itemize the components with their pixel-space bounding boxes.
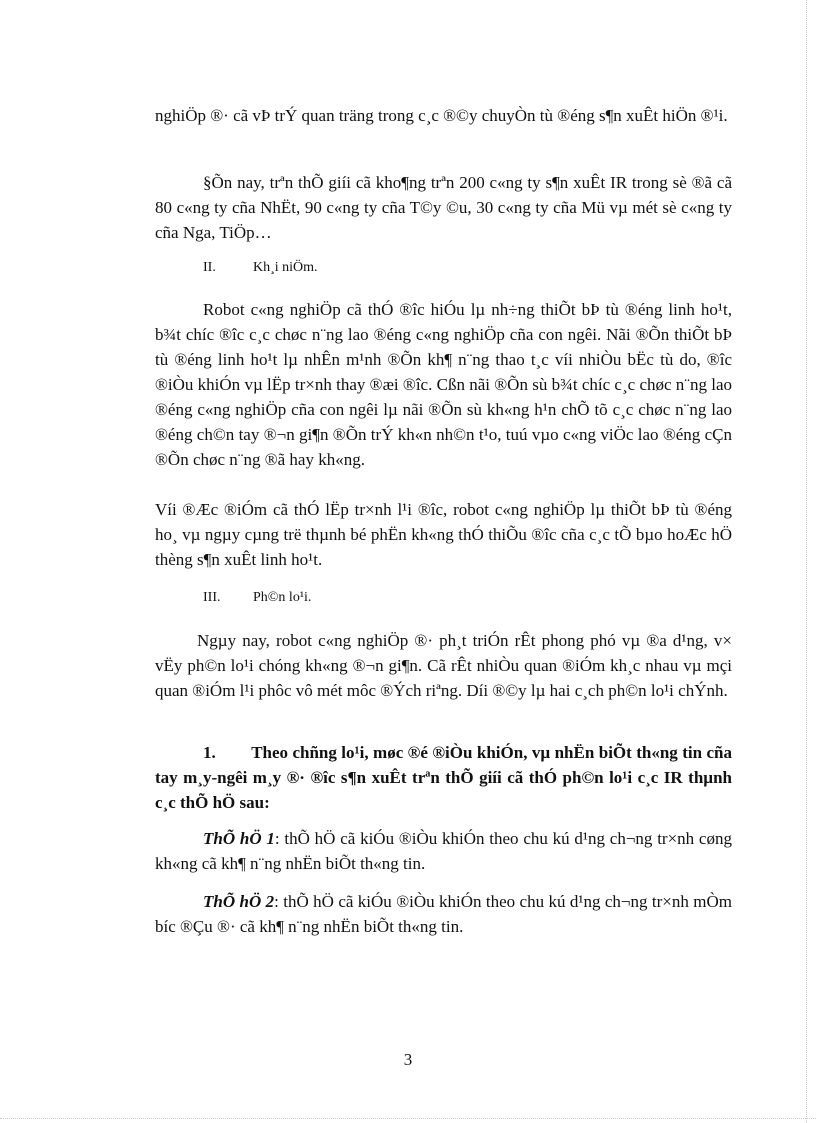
generation-1-paragraph (155, 826, 732, 876)
page-edge-bottom (0, 1118, 816, 1119)
paragraph-intro-continuation: nghiÖp ®· cã vÞ trÝ quan träng trong c¸c ®©y chuyÒn tù ®éng s¶n xuÊt hiÖn ®¹i. (155, 106, 728, 125)
generation-2-text: : thÕ hÖ cã kiÓu ®iÒu khiÓn theo chu kú d¹ng ch¬ng tr×nh mÒm bíc ®Çu ®· cã kh¶ n¨ng nhËn biÕt th«ng tin. (155, 892, 732, 936)
section-heading-classification (203, 588, 311, 608)
page-number: 3 (403, 1050, 413, 1069)
generation-1-label: ThÕ hÖ 1 (203, 829, 275, 848)
section-heading-concept (203, 258, 318, 278)
generation-2-label: ThÕ hÖ 2 (203, 892, 275, 911)
section-number: II. (203, 260, 216, 275)
section-number: III. (203, 590, 221, 605)
paragraph-characteristics: Víi ®Æc ®iÓm cã thÓ lËp tr×nh l¹i ®îc, robot c«ng nghiÖp lµ thiÕt bÞ tù ®éng ho¸ vµ ngµy cµng trë thµnh bé phËn kh«ng thÓ thiÕu ®îc cña c¸c tÕ bµo hoÆc hÖ thèng s¶n xuÊt linh ho¹t. (155, 500, 732, 569)
paragraph-definition: Robot c«ng nghiÖp cã thÓ ®îc hiÓu lµ nh÷ng thiÕt bÞ tù ®éng linh ho¹t, b¾t chíc ®îc c¸c chøc n¨ng lao ®éng c«ng nghiÖp cña con ngêi. Nãi ®Õn thiÕt bÞ tù ®éng linh ho¹t lµ nhÊn m¹nh ®Õn kh¶ n¨ng thao t¸c víi nhiÒu bËc tù do, ®îc ®iÒu khiÓn vµ lËp tr×nh thay ®æi ®îc. Cßn nãi ®Õn sù b¾t chíc c¸c chøc n¨ng lao ®éng c«ng nghiÖp cña con ngêi lµ nãi ®Õn sù kh«ng h¹n chÕ tõ c¸c chøc n¨ng lao ®éng ch©n tay ®¬n gi¶n ®Õn trÝ kh«n nh©n t¹o, tuú vµo c«ng viÖc lao ®éng cÇn ®Õn chøc n¨ng ®ã hay kh«ng. (155, 300, 732, 469)
section-title: Ph©n lo¹i. (253, 590, 312, 605)
generation-1-text: : thÕ hÖ cã kiÓu ®iÒu khiÓn theo chu kú d¹ng ch¬ng tr×nh cøng kh«ng cã kh¶ n¨ng nhËn biÕt th«ng tin. (155, 829, 732, 873)
numbered-item-1: 1. Theo chñng lo¹i, møc ®é ®iÒu khiÓn, vµ nhËn biÕt th«ng tin cña tay m¸y-ngêi m¸y ®· ®îc s¶n xuÊt trªn thÕ giíi cã thÓ ph©n lo¹i c¸c IR thµnh c¸c thÕ hÖ sau: (155, 743, 732, 812)
paragraph-classification-intro: Ngµy nay, robot c«ng nghiÖp ®· ph¸t triÓn rÊt phong phó vµ ®a d¹ng, v× vËy ph©n lo¹i chóng kh«ng ®¬n gi¶n. Cã rÊt nhiÒu quan ®iÓm kh¸c nhau vµ mçi quan ®iÓm l¹i phôc vô mét môc ®Ých riªng. Díi ®©y lµ hai c¸ch ph©n lo¹i chÝnh. (155, 631, 732, 700)
page-edge-right (806, 0, 807, 1123)
section-title: Kh¸i niÖm. (253, 260, 318, 275)
generation-2-paragraph (155, 889, 732, 939)
paragraph-robot-companies: §Õn nay, trªn thÕ giíi cã kho¶ng trªn 200 c«ng ty s¶n xuÊt IR trong sè ®ã cã 80 c«ng ty cña NhËt, 90 c«ng ty cña T©y ©u, 30 c«ng ty cña Mü vµ mét sè c«ng ty cña Nga, TiÖp… (155, 173, 732, 242)
